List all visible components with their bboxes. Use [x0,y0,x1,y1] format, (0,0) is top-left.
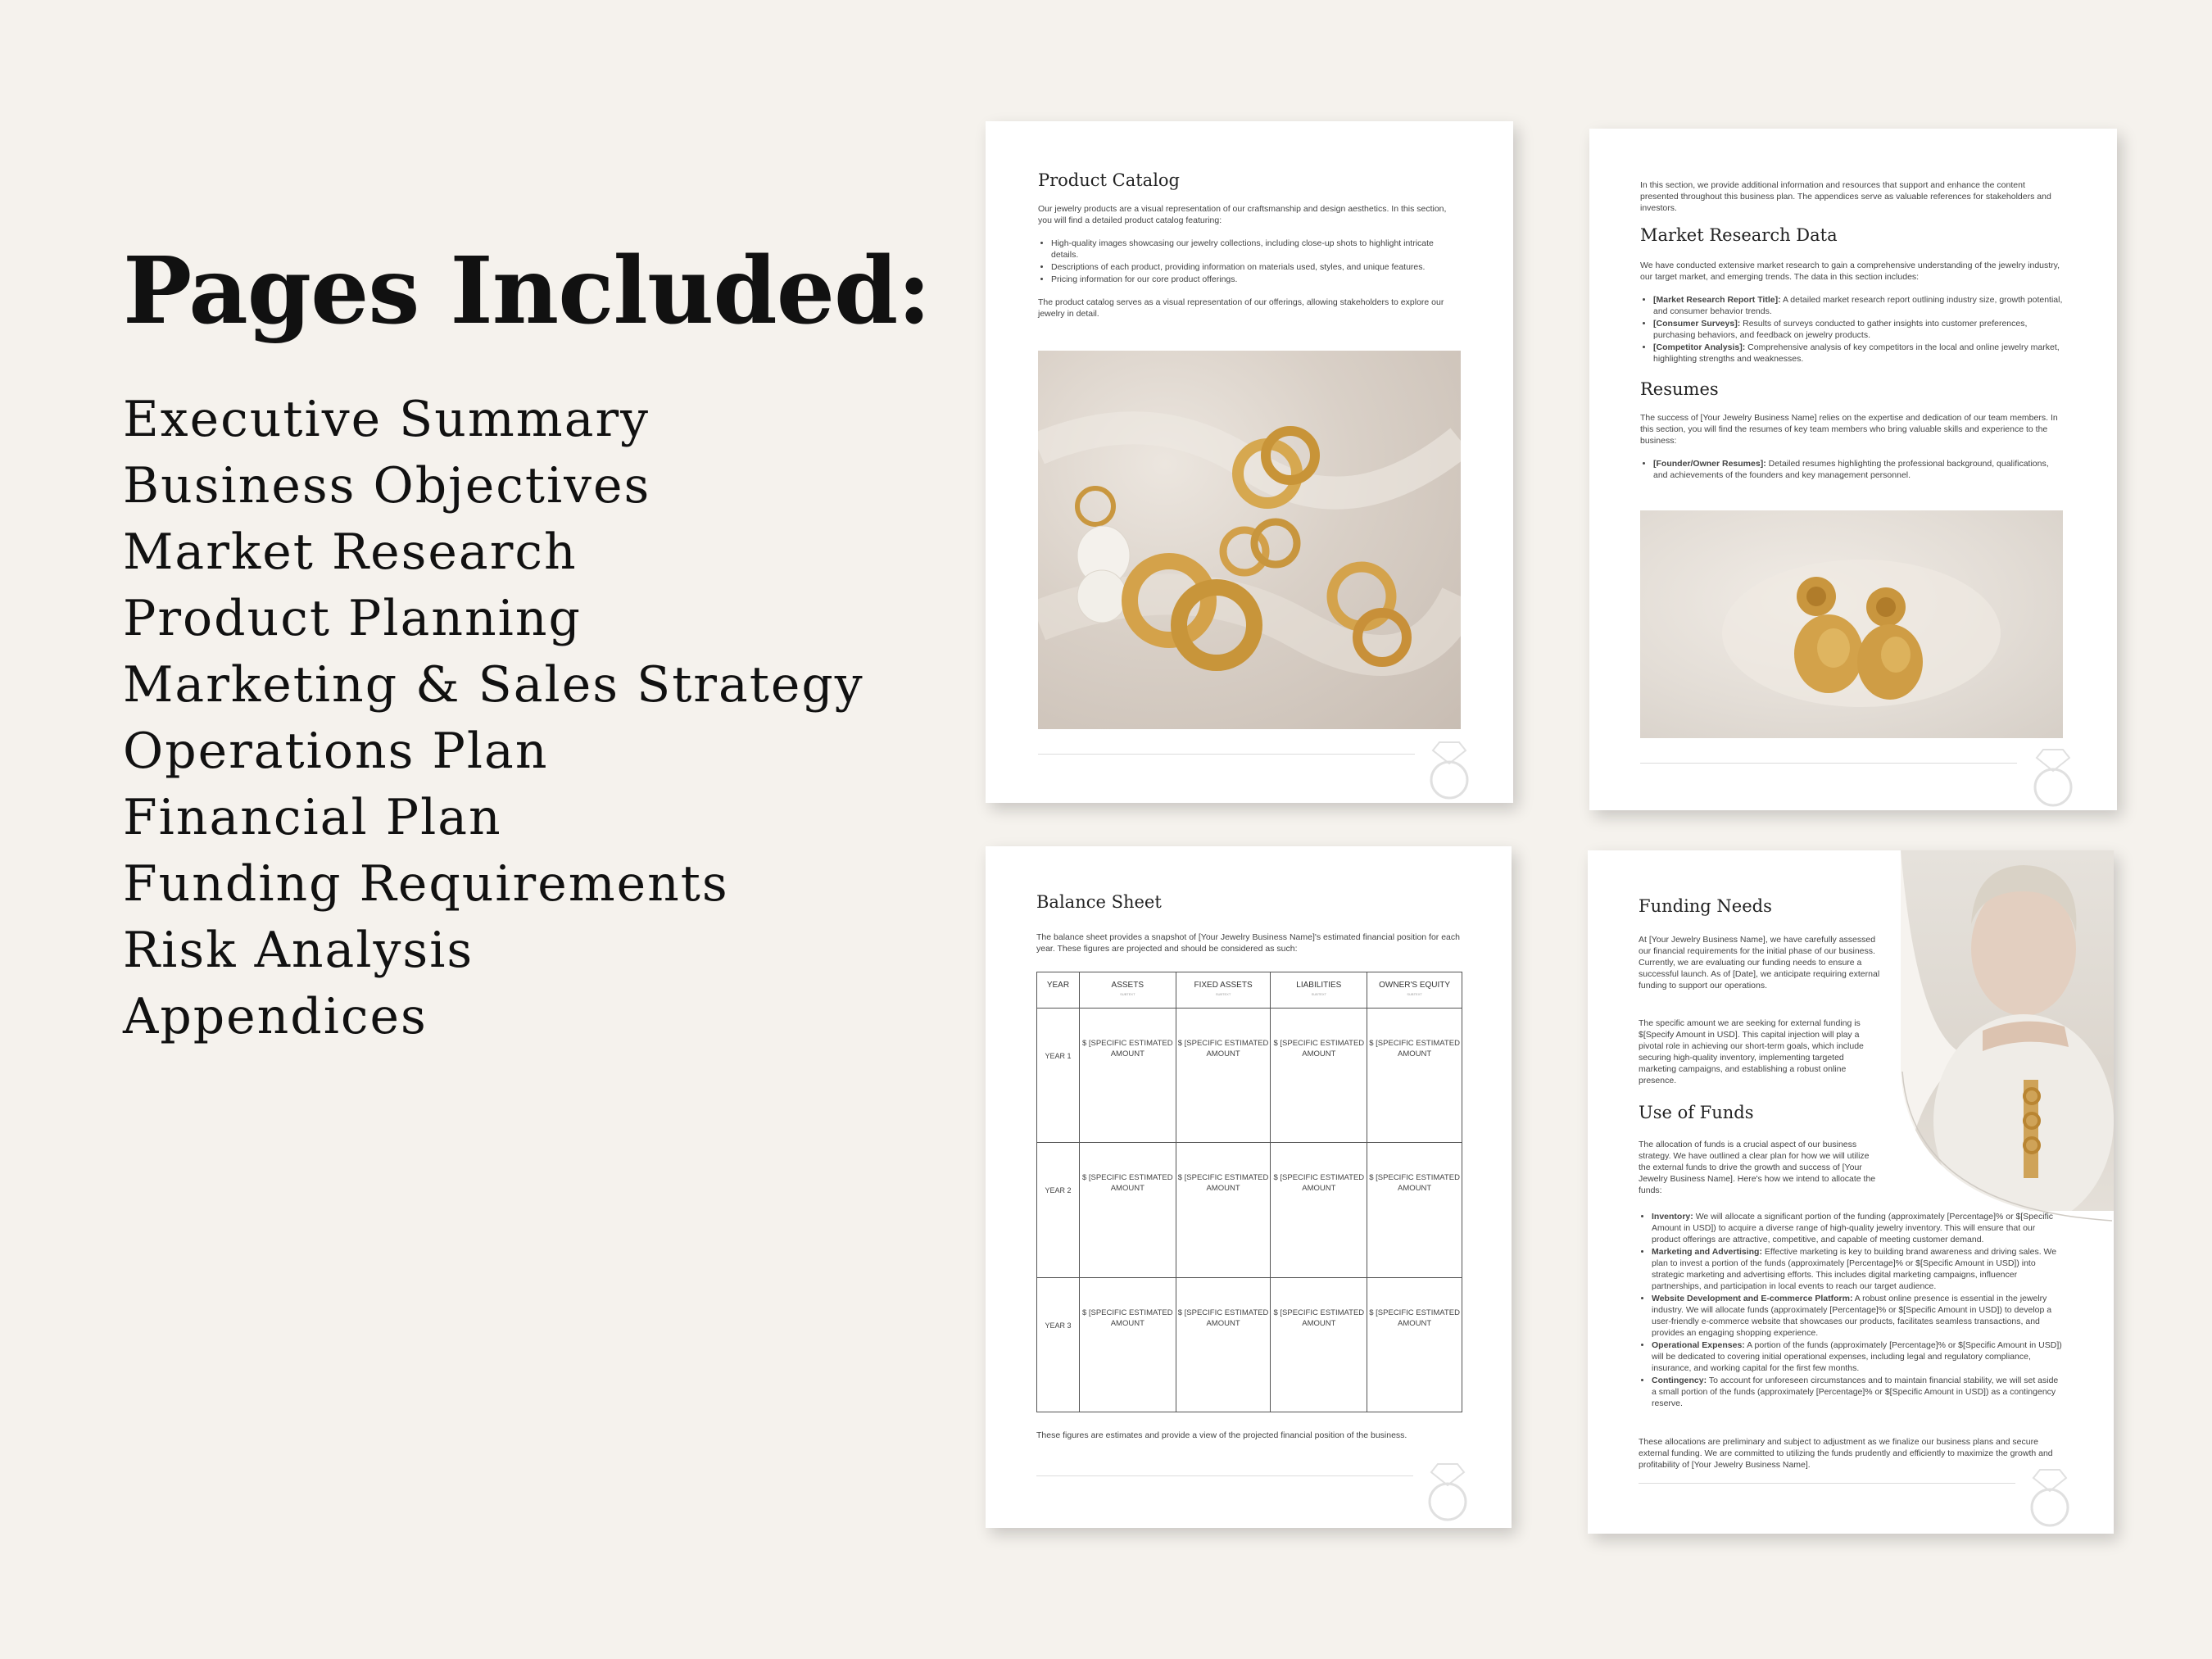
funding-needs-p2: The specific amount we are seeking for external funding is $[Specify Amount in USD]. This capital injection will play a pivotal role in achieving our short-term goals, which include securing high-quality inventory, implementing targeted marketing campaigns, and establishing a robust online presence. [1639,1018,1864,1086]
table-row [1037,1009,1462,1143]
table-cell: $ [SPECIFIC ESTIMATED AMOUNT [1176,1143,1271,1277]
use-of-funds-heading: Use of Funds [1639,1103,1754,1122]
column-header: FIXED ASSETS SUBTEXT [1176,972,1271,1009]
use-of-funds-closing: These allocations are preliminary and subject to adjustment as we finalize our business plans and secure external funding. We are committed to utilizing the funds prudently and efficiently to maximize the growth and profitability of [Your Jewelry Business Name]. [1639,1437,2053,1470]
list-item: • Marketing and Advertising: Effective marketing is key to building brand awareness and driving sales. We plan to invest a portion of the funds (approximately [Percentage]% or $[Specific Amount in USD]) into strategic marketing and advertising efforts. This includes digital marketing campaigns, influencer partnerships, and participation in local events to reach our target audience. [1652,1246,2065,1292]
list-item: Appendices [123,988,428,1045]
balance-sheet-intro: The balance sheet provides a snapshot of [Your Jewelry Business Name]'s estimated financial position for each year. These figures are projected and should be considered as such: [1036,932,1460,954]
list-item: • Inventory: We will allocate a significant portion of the funding (approximately [Percentage]% or $[Specific Amount in USD]) to acquire a diverse range of high-quality jewelry inventory. This will ensure that our product offerings are attractive, competitive, and capable of meeting customer demand. [1652,1211,2065,1245]
footer-divider [1639,1483,2015,1484]
table-cell: $ [SPECIFIC ESTIMATED AMOUNT [1367,1143,1462,1277]
list-item: • Operational Expenses: A portion of the funds (approximately [Percentage]% or $[Specific Amount in USD]) will be dedicated to covering initial operational expenses, including legal and regulatory compliance, insurance, and working capital for the first few months. [1652,1339,2065,1374]
list-item: • [Market Research Report Title]: A detailed market research report outlining industry size, growth potential, and consumer behavior trends. [1653,294,2063,317]
product-catalog-page [986,121,1513,803]
market-research-bullets [1640,294,2063,365]
balance-sheet-page [986,846,1512,1528]
footer-divider [1038,754,1415,755]
resumes-bullets [1640,458,2063,482]
table-cell: $ [SPECIFIC ESTIMATED AMOUNT [1367,1277,1462,1412]
list-item: • [Competitor Analysis]: Comprehensive analysis of key competitors in the local and online jewelry market, highlighting strengths and weaknesses. [1653,342,2063,365]
pages-included-list [123,387,864,1050]
product-catalog-outro: The product catalog serves as a visual representation of our offerings, allowing stakeholders to explore our jewelry in detail. [1038,297,1444,319]
balance-sheet-note: These figures are estimates and provide a view of the projected financial position of the business. [1036,1430,1407,1440]
funding-needs-p1: At [Your Jewelry Business Name], we have carefully assessed our financial requirements for the initial phase of our business. Currently, we are evaluating our funding needs to ensure a successful launch. As of [Date], we anticipate requiring external funding to support our operations. [1639,935,1880,990]
resumes-heading: Resumes [1640,379,1719,399]
earrings-photo [1038,351,1461,729]
footer-divider [1640,763,2017,764]
list-item: • Descriptions of each product, providing information on materials used, styles, and unique features. [1051,261,1456,273]
use-of-funds-p3: The allocation of funds is a crucial aspect of our business strategy. We have outlined a clear plan for how we will utilize the external funds to drive the growth and success of [Your Jewelry Business Name]. Here's how we intend to allocate the funds: [1639,1140,1876,1195]
list-item: • High-quality images showcasing our jewelry collections, including close-up shots to highlight intricate details. [1051,238,1456,261]
list-item: Funding Requirements [123,855,729,913]
page-title: Pages Included: [123,238,931,345]
funding-needs-heading: Funding Needs [1639,896,1772,916]
table-cell: $ [SPECIFIC ESTIMATED AMOUNT [1079,1277,1176,1412]
list-item: Market Research [123,524,578,581]
list-item: Executive Summary [123,391,650,448]
list-item: • Website Development and E-commerce Platform: A robust online presence is essential in the jewelry industry. We will allocate funds (approximately [Percentage]% or $[Specific Amount in USD]) to develop a user-friendly e-commerce website that showcases our products, facilitates seamless transactions, and provides an engaging shopping experience. [1652,1293,2065,1339]
table-cell: $ [SPECIFIC ESTIMATED AMOUNT [1367,1009,1462,1143]
resumes-text: The success of [Your Jewelry Business Name] relies on the expertise and dedication of our team members. In this section, you will find the resumes of key team members who bring valuable skills and experience to the business: [1640,413,2058,446]
product-catalog-heading: Product Catalog [1038,170,1181,190]
table-row [1037,1143,1462,1277]
arch-frame [1901,850,2114,1227]
earring-photo [1640,510,2063,738]
list-item: Marketing & Sales Strategy [123,656,864,714]
table-header-row [1037,972,1462,1009]
column-header: LIABILITIES SUBTEXT [1271,972,1367,1009]
list-item: • Pricing information for our core product offerings. [1051,274,1456,285]
ring-icon [1421,739,1477,801]
list-item: • [Consumer Surveys]: Results of surveys conducted to gather insights into customer preferences, purchasing behaviors, and feedback on jewelry products. [1653,318,2063,341]
list-item: • Contingency: To account for unforeseen circumstances and to maintain financial stability, we will set aside a small portion of the funds (approximately [Percentage]% or $[Specific Amount in USD]) as a contingency reserve. [1652,1375,2065,1409]
table-cell: $ [SPECIFIC ESTIMATED AMOUNT [1271,1009,1367,1143]
list-item: Product Planning [123,590,582,647]
table-cell: $ [SPECIFIC ESTIMATED AMOUNT [1079,1143,1176,1277]
ring-icon [2022,1466,2078,1529]
balance-sheet-heading: Balance Sheet [1036,892,1162,912]
list-item: • [Founder/Owner Resumes]: Detailed resumes highlighting the professional background, qualifications, and achievements of the founders and key management personnel. [1653,458,2063,481]
balance-sheet-table [1036,972,1462,1412]
ring-icon [1420,1461,1475,1523]
appendices-page [1589,129,2117,810]
table-cell: $ [SPECIFIC ESTIMATED AMOUNT [1079,1009,1176,1143]
year-cell: YEAR 2 [1037,1143,1080,1277]
list-item: Operations Plan [123,723,549,780]
column-header: OWNER'S EQUITY SUBTEXT [1367,972,1462,1009]
list-item: Risk Analysis [123,922,474,979]
market-research-text: We have conducted extensive market research to gain a comprehensive understanding of the jewelry industry, our target market, and emerging trends. The data in this section includes: [1640,261,2060,282]
footer-divider [1036,1475,1413,1476]
column-header: ASSETS SUBTEXT [1079,972,1176,1009]
table-cell: $ [SPECIFIC ESTIMATED AMOUNT [1271,1277,1367,1412]
appendices-intro: In this section, we provide additional information and resources that support and enhance the content presented throughout this business plan. The appendices serve as valuable references for stakeholders and investors. [1640,180,2051,213]
product-catalog-bullets [1038,238,1456,286]
column-header: YEAR [1037,972,1080,1009]
table-cell: $ [SPECIFIC ESTIMATED AMOUNT [1271,1143,1367,1277]
year-cell: YEAR 1 [1037,1009,1080,1143]
use-of-funds-bullets [1639,1211,2065,1410]
list-item: Financial Plan [123,789,502,846]
table-row [1037,1277,1462,1412]
year-cell: YEAR 3 [1037,1277,1080,1412]
table-cell: $ [SPECIFIC ESTIMATED AMOUNT [1176,1009,1271,1143]
funding-needs-page [1588,850,2114,1534]
market-research-heading: Market Research Data [1640,225,1838,245]
list-item: Business Objectives [123,457,651,514]
table-cell: $ [SPECIFIC ESTIMATED AMOUNT [1176,1277,1271,1412]
product-catalog-intro: Our jewelry products are a visual representation of our craftsmanship and design aesthetics. In this section, you will find a detailed product catalog featuring: [1038,204,1447,225]
ring-icon [2025,746,2081,809]
